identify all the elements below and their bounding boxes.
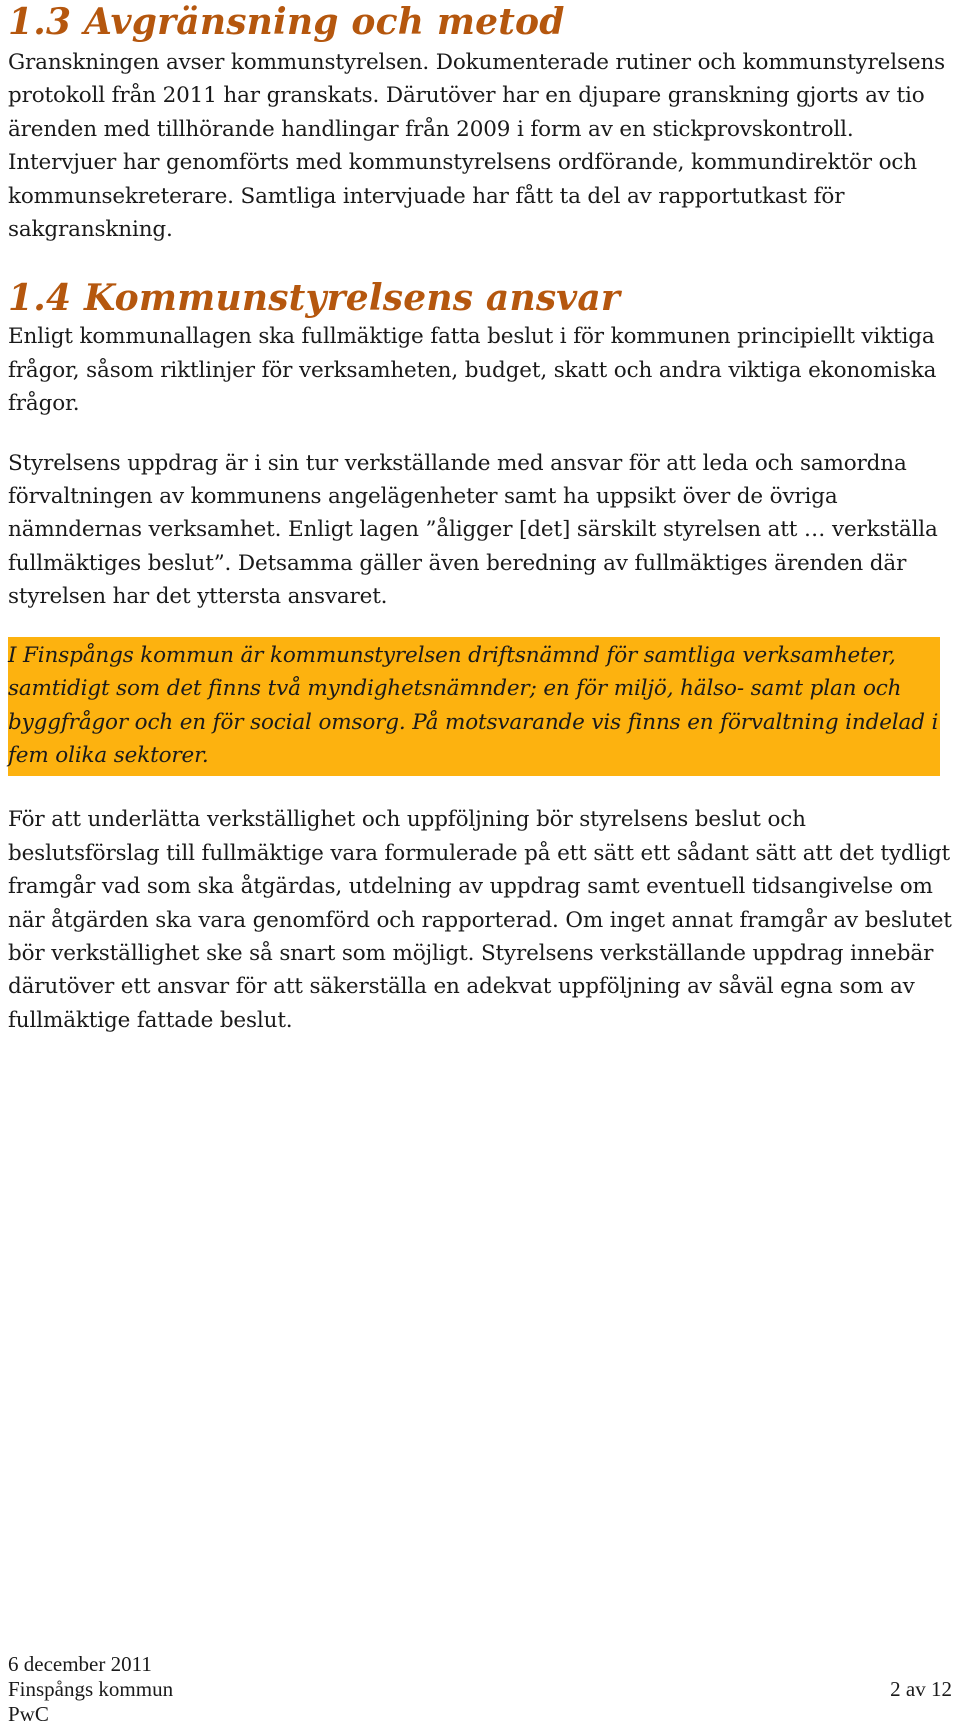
- footer-author: PwC: [8, 1702, 49, 1726]
- highlight-box: [8, 637, 940, 777]
- paragraph-verkstallighet: För att underlätta verkställighet och uppföljning bör styrelsens beslut och beslutsförslag till fullmäktige vara formulerade på ett sätt ett sådant sätt att det tydligt framgår vad som ska åtgärdas, utdelning av uppdrag samt eventuell tidsangivelse om när åtgärden ska vara genomförd och rapporterad. Om inget annat framgår av beslutet bör verkställighet ske så snart som möjligt. Styrelsens verkställande uppdrag innebär därutöver ett ansvar för att säkerställa en adekvat uppföljning av såväl egna som av fullmäktige fattade beslut.: [8, 807, 952, 1033]
- paragraph-styrelsens-uppdrag: Styrelsens uppdrag är i sin tur verkställande med ansvar för att leda och samordna förvaltningen av kommunens angelägenheter samt ha uppsikt över de övriga nämndernas verksamhet. Enligt lagen ”åligger [det] särskilt styrelsen att … verkställa fullmäktiges beslut”. Detsamma gäller även beredning av fullmäktiges ärenden där styrelsen har det yttersta ansvaret.: [8, 450, 938, 610]
- footer-date: 6 december 2011: [8, 1652, 152, 1676]
- paragraph-kommunallagen: Enligt kommunallagen ska fullmäktige fatta beslut i för kommunen principiellt viktiga frågor, såsom riktlinjer för verksamheten, budget, skatt och andra viktiga ekonomiska frågor.: [8, 324, 937, 417]
- page-footer: [8, 1652, 952, 1727]
- document-page: [8, 0, 958, 1037]
- section-heading-ansvar: 1.4 Kommunstyrelsens ansvar: [8, 277, 621, 320]
- highlight-text: I Finspångs kommun är kommunstyrelsen driftsnämnd för samtliga verksamheter, samtidigt som det finns två myndighetsnämnder; en för miljö, hälso- samt plan och byggfrågor och en för social omsorg. På motsvarande vis finns en förvaltning indelad i fem olika sektorer.: [8, 642, 939, 768]
- section-heading-avgransning: 1.3 Avgränsning och metod: [8, 1, 565, 43]
- footer-organization: Finspångs kommun: [8, 1677, 174, 1701]
- page-number: 2 av 12: [890, 1677, 952, 1701]
- paragraph-avgransning: Granskningen avser kommunstyrelsen. Dokumenterade rutiner och kommunstyrelsens protokoll från 2011 har granskats. Därutöver har en djupare granskning gjorts av tio ärenden med tillhörande handlingar från 2009 i form av en stickprovskontroll. Intervjuer har genomförts med kommunstyrelsens ordförande, kommundirektör och kommunsekreterare. Samtliga intervjuade har fått ta del av rapportutkast för sakgranskning.: [8, 50, 946, 243]
